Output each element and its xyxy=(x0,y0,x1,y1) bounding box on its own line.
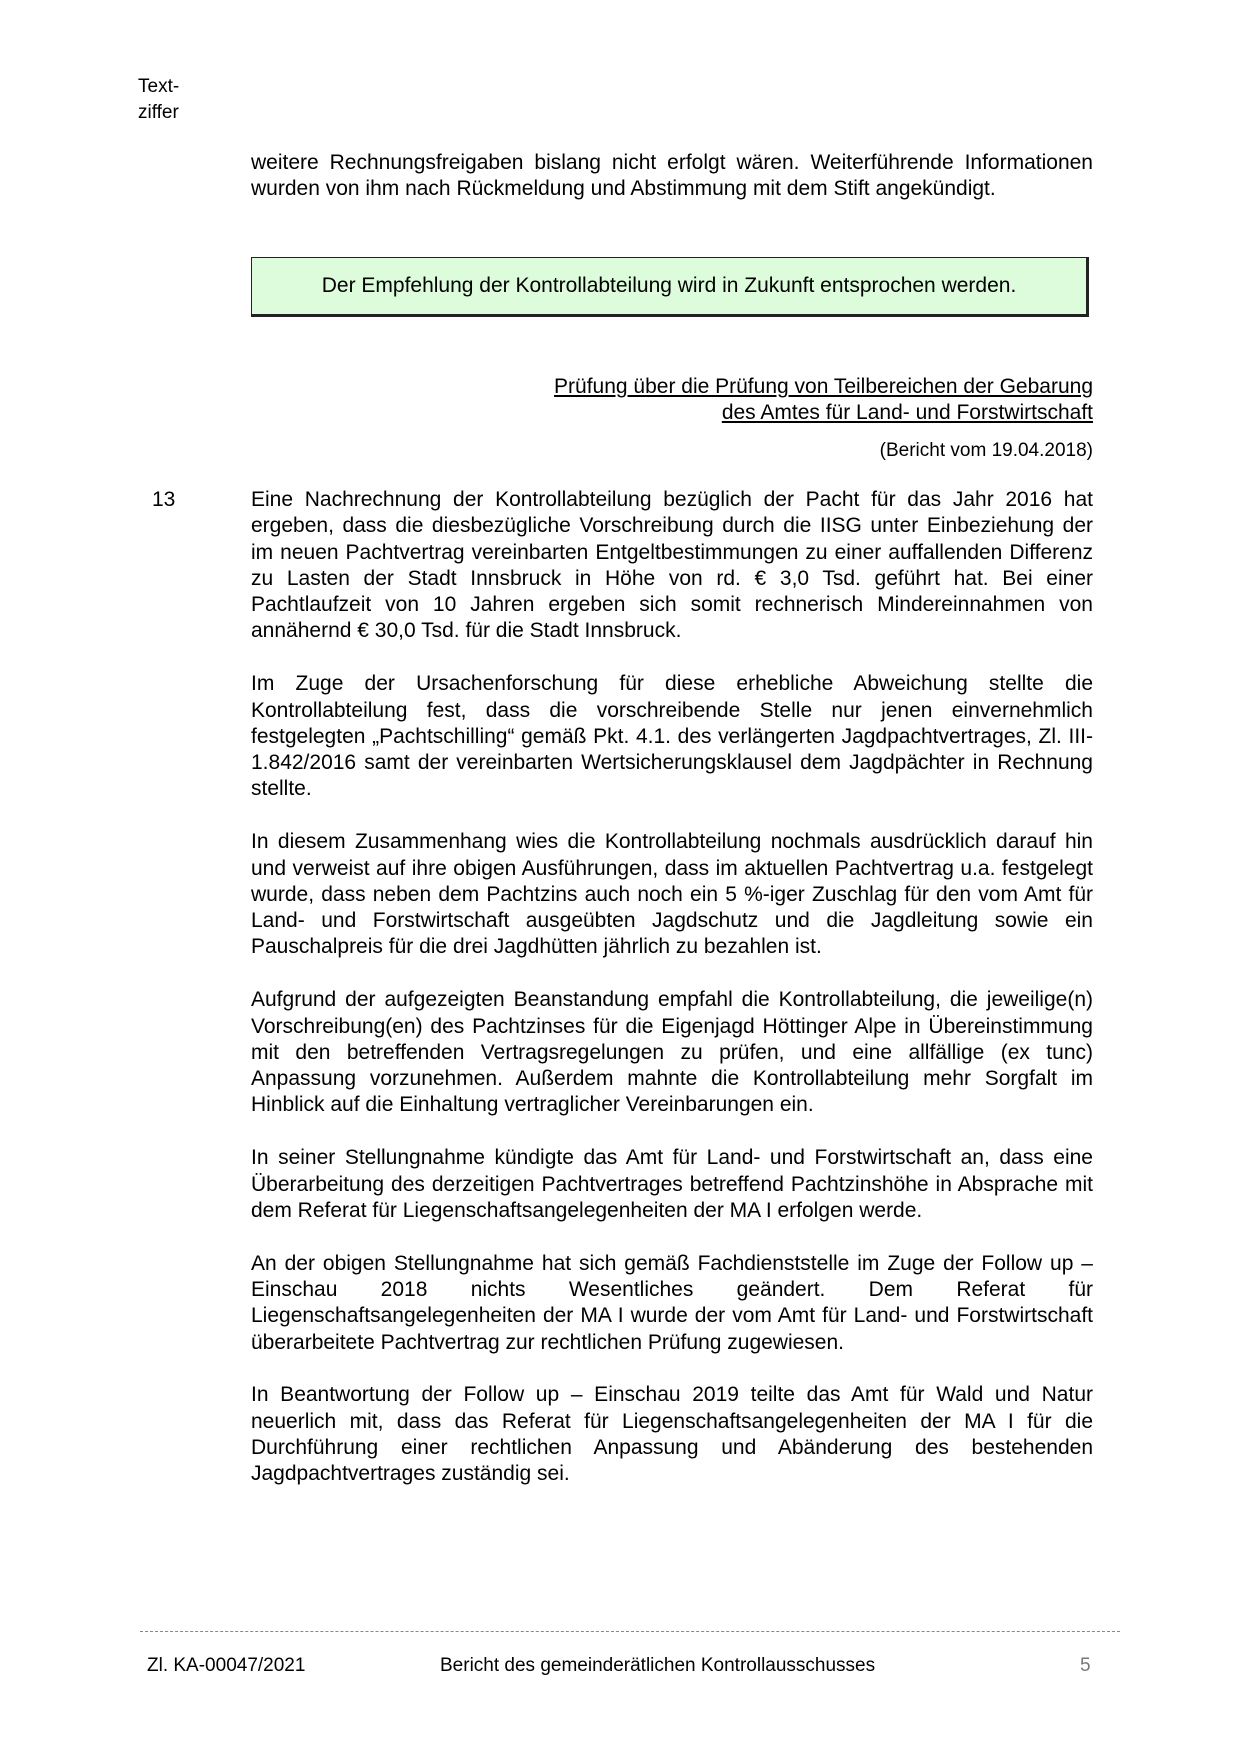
section-title-line1: Prüfung über die Prüfung von Teilbereichen der Gebarung xyxy=(554,375,1093,398)
paragraph: Eine Nachrechnung der Kontrollabteilung bezüglich der Pacht für das Jahr 2016 hat ergeben, dass die diesbezügliche Vorschreibung durch die IISG unter Einbeziehung der im neuen Pachtvertrag vereinbarten Entgeltbestimmungen zu einer auffallenden Differenz zu Lasten der Stadt Innsbruck in Höhe von rd. € 3,0 Tsd. geführt hat. Bei einer Pachtlaufzeit von 10 Jahren ergeben sich somit rechnerisch Mindereinnahmen von annähernd € 30,0 Tsd. für die Stadt Innsbruck. xyxy=(251,488,1093,643)
paragraph: Im Zuge der Ursachenforschung für diese erhebliche Abweichung stellte die Kontrollabteilung fest, dass die vorschreibende Stelle nur jenen einvernehmlich festgelegten „Pachtschilling“ gemäß Pkt. 4.1. des verlängerten Jagdpachtvertrages, Zl. III-1.842/2016 samt der vereinbarten Wertsicherungsklausel dem Jagdpächter in Rechnung stellte. xyxy=(251,672,1093,801)
paragraph: In Beantwortung der Follow up – Einschau 2019 teilte das Amt für Wald und Natur neuerlich mit, dass das Referat für Liegenschaftsangelegenheiten der MA I für die Durchführung einer rechtlichen Anpassung und Abänderung des bestehenden Jagdpachtvertrages zuständig sei. xyxy=(251,1383,1093,1486)
footer-title: Bericht des gemeinderätlichen Kontrollausschusses xyxy=(440,1655,876,1676)
ziffer-number: 13 xyxy=(152,488,176,511)
paragraph: An der obigen Stellungnahme hat sich gemäß Fachdienststelle im Zuge der Follow up – Einschau 2018 nichts Wesentliches geändert. Dem Referat für Liegenschaftsangelegenheiten der MA I wurde der vom Amt für Land- und Forstwirtschaft überarbeitete Pachtvertrag zur rechtlichen Prüfung zugewiesen. xyxy=(251,1251,1093,1354)
footer-divider xyxy=(140,1631,1120,1632)
intro-paragraph: weitere Rechnungsfreigaben bislang nicht erfolgt wären. Weiterführende Informationen wurden von ihm nach Rückmeldung und Abstimmung mit dem Stift angekündigt. xyxy=(251,151,1093,201)
paragraph: In diesem Zusammenhang wies die Kontrollabteilung nochmals ausdrücklich darauf hin und verweist auf ihre obigen Ausführungen, dass im aktuellen Pachtvertrag u.a. festgelegt wurde, dass neben dem Pachtzins auch noch ein 5 %-iger Zuschlag für den vom Amt für Land- und Forstwirtschaft ausgeübten Jagdschutz und die Jagdleitung sowie ein Pauschalpreis für die drei Jagdhütten jährlich zu bezahlen ist. xyxy=(251,830,1093,959)
page-number: 5 xyxy=(1080,1655,1091,1676)
margin-label xyxy=(138,74,179,126)
paragraph: Aufgrund der aufgezeigten Beanstandung empfahl die Kontrollabteilung, die jeweilige(n) Vorschreibung(en) des Pachtzinses für die Eigenjagd Höttinger Alpe in Übereinstimmung mit den betreffenden Vertragsregelungen zu prüfen, und eine allfällige (ex tunc) Anpassung vorzunehmen. Außerdem mahnte die Kontrollabteilung mehr Sorgfalt im Hinblick auf die Einhaltung vertraglicher Vereinbarungen ein. xyxy=(251,988,1093,1117)
body-paragraphs xyxy=(251,487,1093,1514)
margin-label-line1: Text- xyxy=(138,76,180,97)
recommendation-text: Der Empfehlung der Kontrollabteilung wird in Zukunft entsprochen werden. xyxy=(321,274,1017,297)
recommendation-box xyxy=(251,257,1089,317)
paragraph: In seiner Stellungnahme kündigte das Amt für Land- und Forstwirtschaft an, dass eine Überarbeitung des derzeitigen Pachtvertrages betreffend Pachtzinshöhe in Absprache mit dem Referat für Liegenschaftsangelegenheiten der MA I erfolgen werde. xyxy=(251,1146,1093,1222)
report-date: (Bericht vom 19.04.2018) xyxy=(879,440,1093,461)
footer-reference: Zl. KA-00047/2021 xyxy=(147,1655,306,1676)
section-title-line2: des Amtes für Land- und Forstwirtschaft xyxy=(721,401,1093,424)
margin-label-line2: ziffer xyxy=(138,102,179,123)
section-title xyxy=(554,374,1093,426)
